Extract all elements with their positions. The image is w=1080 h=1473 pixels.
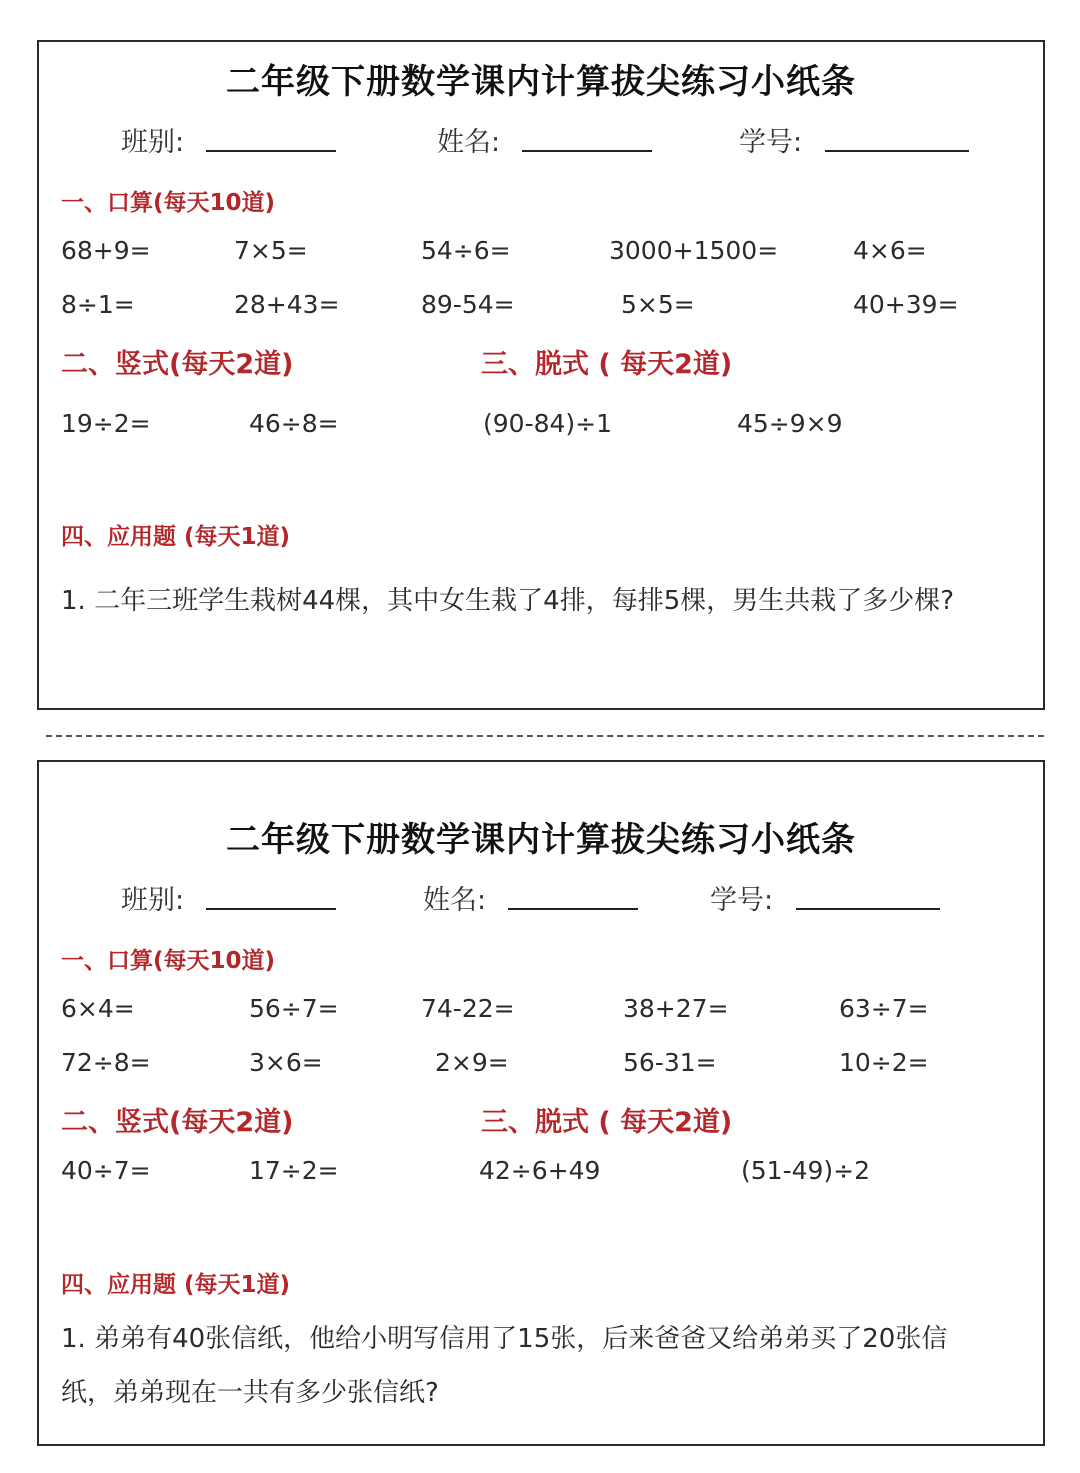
step-problem: 45÷9×9 xyxy=(737,409,843,438)
number-label: 学号: xyxy=(710,885,774,916)
oral-problem: 4×6= xyxy=(853,236,927,265)
oral-problem: 74-22= xyxy=(421,994,515,1023)
section-vertical-heading: 二、竖式(每天2道) xyxy=(61,349,294,380)
section-oral-heading: 一、口算(每天10道) xyxy=(61,948,276,974)
oral-problem: 54÷6= xyxy=(421,236,511,265)
class-blank[interactable] xyxy=(206,150,336,152)
oral-problem: 8÷1= xyxy=(61,290,135,319)
vertical-problem: 17÷2= xyxy=(249,1156,339,1185)
oral-problem: 2×9= xyxy=(435,1048,509,1077)
class-label: 班别: xyxy=(121,127,185,158)
oral-problem: 3000+1500= xyxy=(609,236,779,265)
worksheet-card-2 xyxy=(37,760,1045,1446)
vertical-problem: 46÷8= xyxy=(249,409,339,438)
worksheet-title: 二年级下册数学课内计算拔尖练习小纸条 xyxy=(226,820,856,860)
name-blank[interactable] xyxy=(522,150,652,152)
word-problem-text: 1. 二年三班学生栽树44棵，其中女生栽了4排，每排5棵，男生共栽了多少棵? xyxy=(61,586,955,616)
word-problem-text-continued: 纸，弟弟现在一共有多少张信纸? xyxy=(61,1378,439,1408)
worksheet-card-1 xyxy=(37,40,1045,710)
vertical-problem: 19÷2= xyxy=(61,409,151,438)
oral-problem: 56-31= xyxy=(623,1048,717,1077)
word-problem-text: 1. 弟弟有40张信纸，他给小明写信用了15张，后来爸爸又给弟弟买了20张信 xyxy=(61,1324,948,1354)
name-blank[interactable] xyxy=(508,908,638,910)
oral-problem: 5×5= xyxy=(621,290,695,319)
number-blank[interactable] xyxy=(796,908,940,910)
name-label: 姓名: xyxy=(423,885,487,916)
step-problem: 42÷6+49 xyxy=(479,1156,601,1185)
oral-problem: 3×6= xyxy=(249,1048,323,1077)
oral-problem: 28+43= xyxy=(234,290,340,319)
oral-problem: 10÷2= xyxy=(839,1048,929,1077)
class-label: 班别: xyxy=(121,885,185,916)
oral-problem: 7×5= xyxy=(234,236,308,265)
oral-problem: 63÷7= xyxy=(839,994,929,1023)
oral-problem: 56÷7= xyxy=(249,994,339,1023)
section-oral-heading: 一、口算(每天10道) xyxy=(61,190,276,216)
section-step-heading: 三、脱式 ( 每天2道) xyxy=(481,1107,733,1138)
oral-problem: 6×4= xyxy=(61,994,135,1023)
name-label: 姓名: xyxy=(437,127,501,158)
section-step-heading: 三、脱式 ( 每天2道) xyxy=(481,349,733,380)
worksheet-title: 二年级下册数学课内计算拔尖练习小纸条 xyxy=(226,62,856,102)
number-blank[interactable] xyxy=(825,150,969,152)
oral-problem: 89-54= xyxy=(421,290,515,319)
oral-problem: 38+27= xyxy=(623,994,729,1023)
step-problem: (90-84)÷1 xyxy=(483,409,613,438)
section-word-problem-heading: 四、应用题 (每天1道) xyxy=(61,524,291,550)
class-blank[interactable] xyxy=(206,908,336,910)
step-problem: (51-49)÷2 xyxy=(741,1156,871,1185)
cut-line xyxy=(46,735,1044,737)
section-vertical-heading: 二、竖式(每天2道) xyxy=(61,1107,294,1138)
number-label: 学号: xyxy=(739,127,803,158)
oral-problem: 68+9= xyxy=(61,236,151,265)
vertical-problem: 40÷7= xyxy=(61,1156,151,1185)
oral-problem: 40+39= xyxy=(853,290,959,319)
section-word-problem-heading: 四、应用题 (每天1道) xyxy=(61,1272,291,1298)
oral-problem: 72÷8= xyxy=(61,1048,151,1077)
